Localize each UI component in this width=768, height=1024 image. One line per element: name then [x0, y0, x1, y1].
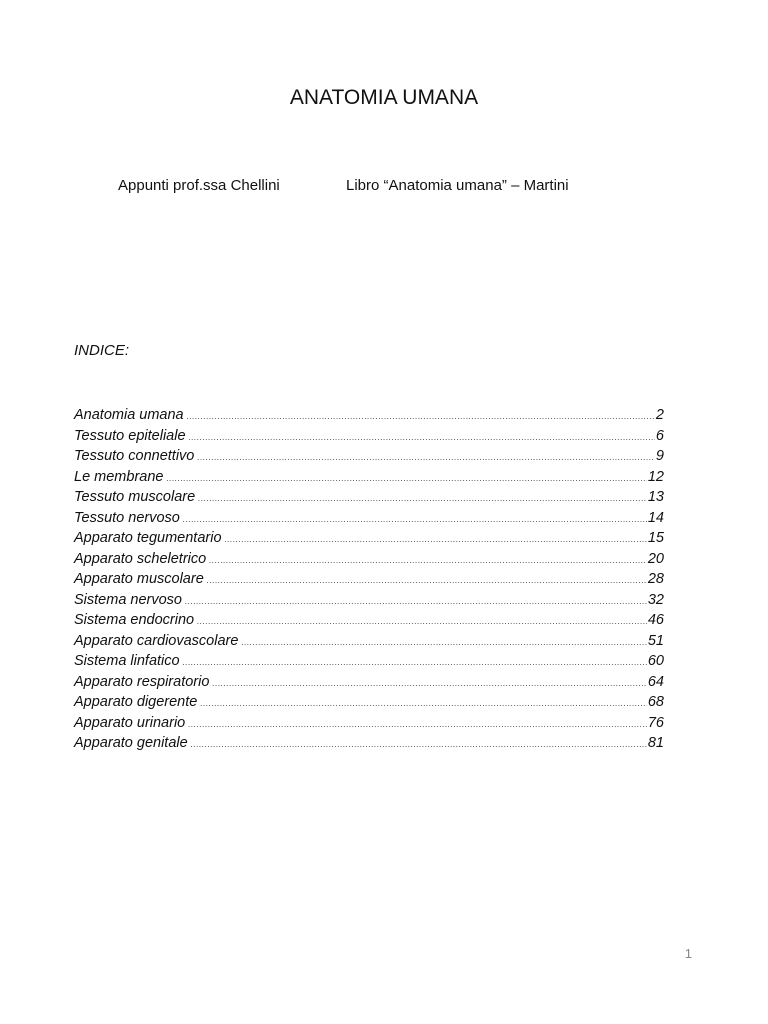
toc-entry-page: 2: [655, 407, 664, 423]
toc-dot-leader: [197, 612, 647, 633]
toc-entry: [74, 733, 664, 754]
source-notes: Appunti prof.ssa Chellini: [118, 177, 280, 194]
toc-entry-label: Tessuto connettivo: [74, 448, 195, 464]
toc-entry-label: Sistema endocrino: [74, 612, 195, 628]
toc-entry-label: Le membrane: [74, 468, 164, 485]
toc-entry: [74, 672, 664, 693]
toc-dot-leader: [225, 530, 647, 551]
toc-entry: [74, 569, 664, 590]
toc-entry-label: Apparato scheletrico: [74, 550, 207, 567]
toc-entry-label: Apparato cardiovascolare: [74, 632, 239, 649]
toc-entry-page: 20: [647, 550, 664, 567]
toc-entry: [74, 528, 664, 549]
toc-entry-page: 13: [647, 489, 664, 505]
source-book: Libro “Anatomia umana” – Martini: [346, 177, 569, 194]
toc-entry: [74, 713, 664, 734]
toc-dot-leader: [188, 715, 647, 736]
toc-entry-page: 28: [647, 571, 664, 587]
toc-entry-page: 51: [647, 632, 664, 649]
toc-entry-label: Apparato urinario: [74, 714, 186, 731]
toc-dot-leader: [207, 571, 647, 592]
toc-dot-leader: [198, 489, 647, 510]
toc-entry: [74, 487, 664, 508]
toc-entry: [74, 405, 664, 426]
toc-entry: [74, 610, 664, 631]
toc-entry: [74, 446, 664, 467]
toc-entry-page: 68: [647, 694, 664, 710]
toc-entry: [74, 631, 664, 652]
toc-entry: [74, 426, 664, 447]
toc-entry-page: 81: [647, 735, 664, 751]
toc-entry: [74, 508, 664, 529]
toc-entry-label: Tessuto nervoso: [74, 509, 180, 526]
toc-entry-label: Apparato tegumentario: [74, 530, 222, 546]
toc-entry-label: Apparato respiratorio: [74, 673, 210, 690]
toc-entry-page: 12: [647, 468, 664, 485]
toc-dot-leader: [191, 735, 647, 756]
toc-dot-leader: [241, 633, 646, 654]
toc-entry-page: 15: [647, 530, 664, 546]
toc-entry-label: Sistema linfatico: [74, 653, 180, 669]
toc-dot-leader: [197, 448, 655, 469]
toc-entry-label: Apparato muscolare: [74, 571, 204, 587]
toc-entry-label: Apparato genitale: [74, 735, 188, 751]
toc-dot-leader: [183, 653, 647, 674]
toc-entry-page: 76: [647, 714, 664, 731]
toc-dot-leader: [166, 469, 646, 490]
toc-entry-page: 64: [647, 673, 664, 690]
toc-dot-leader: [189, 428, 655, 449]
toc-entry-label: Tessuto muscolare: [74, 489, 196, 505]
document-title: ANATOMIA UMANA: [289, 86, 479, 109]
toc-entry-page: 9: [655, 448, 664, 464]
index-heading: INDICE:: [74, 342, 130, 359]
page-number: 1: [684, 946, 692, 961]
toc-dot-leader: [187, 407, 655, 428]
toc-entry: [74, 651, 664, 672]
toc-dot-leader: [183, 510, 647, 531]
toc-entry-label: Apparato digerente: [74, 694, 198, 710]
toc-dot-leader: [212, 674, 646, 695]
toc-entry-page: 6: [655, 427, 664, 444]
toc-dot-leader: [209, 551, 647, 572]
toc-entry: [74, 692, 664, 713]
toc-entry-label: Tessuto epiteliale: [74, 427, 186, 444]
toc-entry-page: 32: [647, 591, 664, 608]
toc-dot-leader: [185, 592, 647, 613]
toc-dot-leader: [200, 694, 647, 715]
table-of-contents: [74, 405, 664, 754]
toc-entry: [74, 549, 664, 570]
toc-entry-label: Anatomia umana: [74, 407, 184, 423]
toc-entry: [74, 590, 664, 611]
toc-entry: [74, 467, 664, 488]
toc-entry-label: Sistema nervoso: [74, 591, 182, 608]
toc-entry-page: 46: [647, 612, 664, 628]
toc-entry-page: 14: [647, 509, 664, 526]
toc-entry-page: 60: [647, 653, 664, 669]
